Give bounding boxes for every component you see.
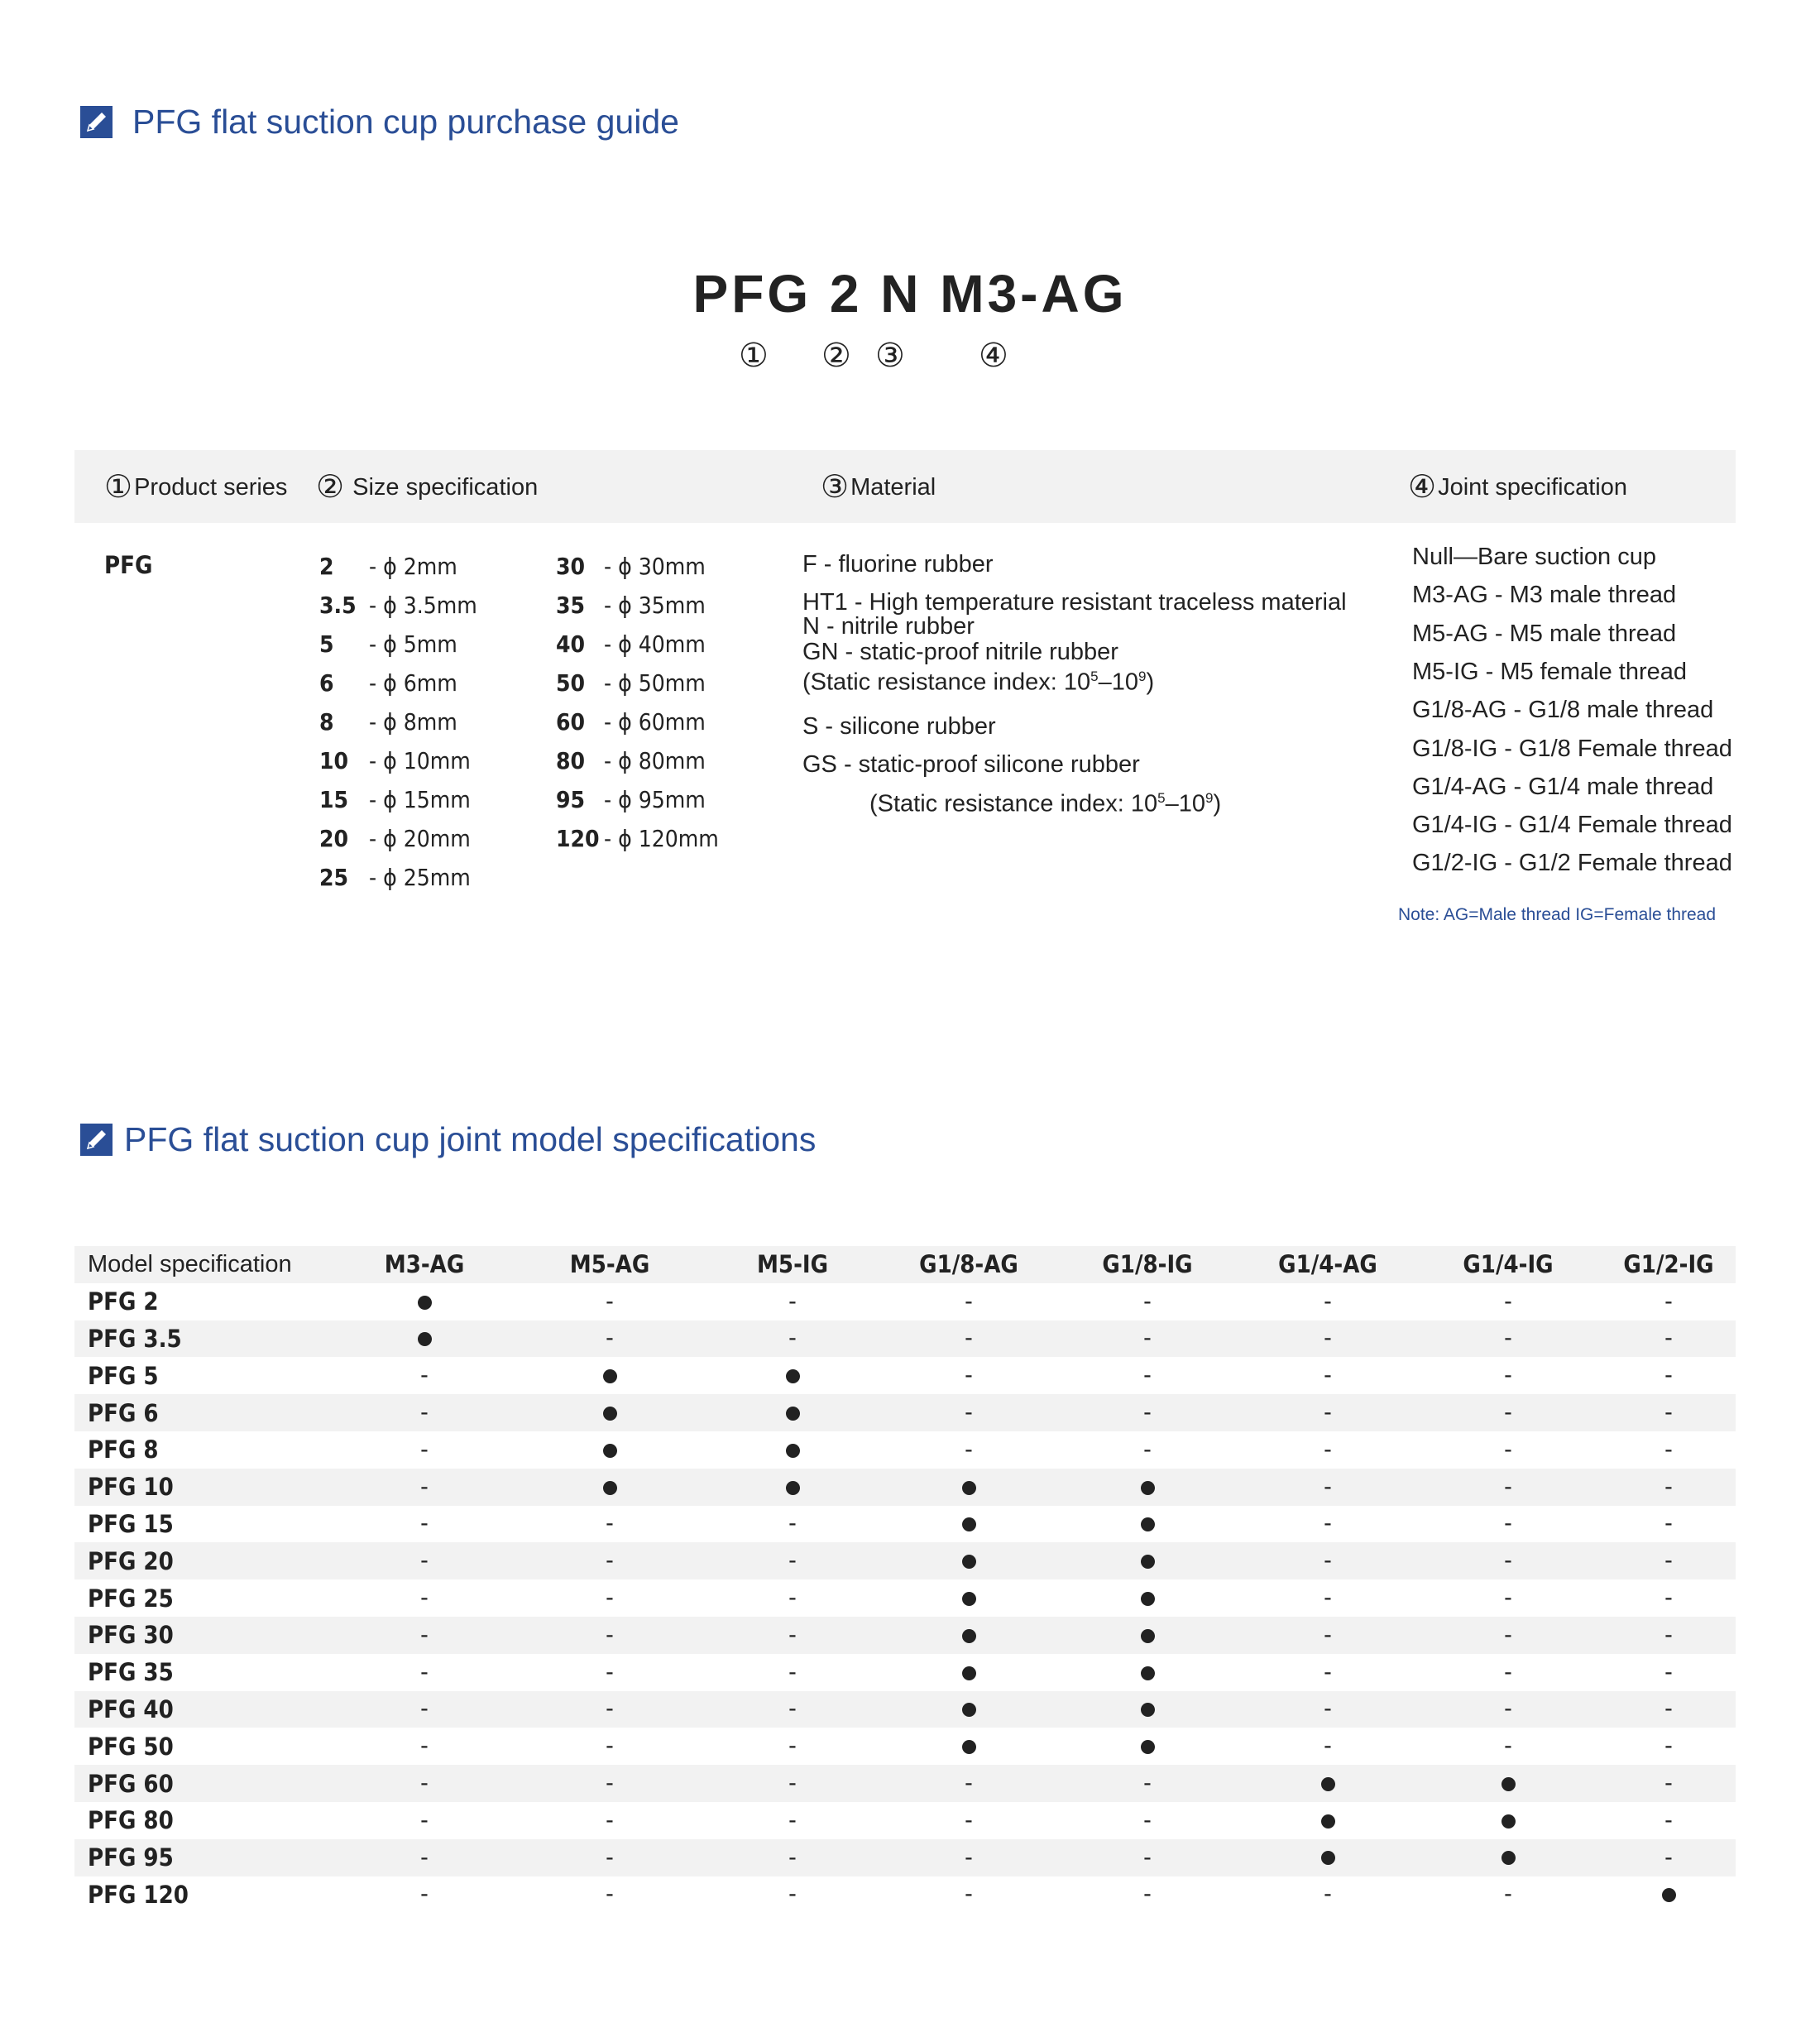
size-diameter: - ϕ 120mm xyxy=(604,825,719,852)
table-row xyxy=(74,1802,1736,1839)
unavailable-cell: - xyxy=(420,1362,429,1389)
available-cell xyxy=(1054,1579,1241,1617)
model-name: PFG 2 xyxy=(88,1287,159,1316)
joint-option: G1/4-IG - G1/4 Female thread xyxy=(1412,812,1732,839)
table-row xyxy=(74,1506,1736,1543)
size-number: 10 xyxy=(319,747,349,774)
joint-option: M5-IG - M5 female thread xyxy=(1412,658,1687,685)
joint-spec-table xyxy=(74,1246,1736,1913)
size-number: 40 xyxy=(556,630,586,658)
unavailable-cell: - xyxy=(788,1547,797,1574)
filled-dot-icon xyxy=(1502,1851,1516,1865)
size-diameter: - ϕ 40mm xyxy=(604,630,706,658)
available-cell xyxy=(1415,1765,1602,1802)
unavailable-cell: - xyxy=(788,1584,797,1612)
size-number: 6 xyxy=(319,669,334,697)
model-name: PFG 35 xyxy=(88,1658,174,1687)
filled-dot-icon xyxy=(962,1740,976,1754)
unavailable-cell: - xyxy=(1324,1547,1332,1574)
unavailable-cell: - xyxy=(420,1584,429,1612)
unavailable-cell: - xyxy=(788,1695,797,1723)
size-number: 60 xyxy=(556,708,586,736)
unavailable-cell: - xyxy=(1664,1806,1673,1833)
size-diameter: - ϕ 50mm xyxy=(604,669,706,697)
unavailable-cell: - xyxy=(420,1881,429,1908)
header-joint-specification: ④Joint specification xyxy=(1408,468,1627,505)
available-cell xyxy=(884,1654,1054,1691)
filled-dot-icon xyxy=(962,1592,976,1606)
unavailable-cell: - xyxy=(788,1806,797,1833)
unavailable-cell: - xyxy=(1324,1435,1332,1463)
table-row xyxy=(74,1431,1736,1469)
unavailable-cell: - xyxy=(788,1770,797,1797)
model-name: PFG 15 xyxy=(88,1509,174,1538)
table-row xyxy=(74,1765,1736,1802)
filled-dot-icon xyxy=(1141,1555,1155,1569)
joint-option: M5-AG - M5 male thread xyxy=(1412,620,1677,647)
available-cell xyxy=(518,1394,702,1431)
filled-dot-icon xyxy=(1141,1517,1155,1531)
unavailable-cell: - xyxy=(1143,1362,1152,1389)
material-gs: GS - static-proof silicone rubber xyxy=(802,751,1140,778)
unavailable-cell: - xyxy=(1664,1325,1673,1352)
size-number: 50 xyxy=(556,669,586,697)
unavailable-cell: - xyxy=(965,1287,973,1315)
unavailable-cell: - xyxy=(788,1733,797,1760)
filled-dot-icon xyxy=(962,1629,976,1643)
available-cell xyxy=(1054,1542,1241,1579)
unavailable-cell: - xyxy=(606,1881,614,1908)
unavailable-cell: - xyxy=(1504,1584,1512,1612)
model-name: PFG 80 xyxy=(88,1806,174,1835)
unavailable-cell: - xyxy=(606,1287,614,1315)
column-header: M3-AG xyxy=(384,1250,465,1279)
marker-1: ① xyxy=(739,337,769,375)
size-diameter: - ϕ 30mm xyxy=(604,553,706,580)
filled-dot-icon xyxy=(1321,1851,1335,1865)
material-ht1: HT1 - High temperature resistant traceless material xyxy=(802,589,1347,616)
column-header: M5-AG xyxy=(569,1250,650,1279)
unavailable-cell: - xyxy=(606,1510,614,1537)
unavailable-cell: - xyxy=(1664,1473,1673,1500)
unavailable-cell: - xyxy=(606,1325,614,1352)
model-name: PFG 120 xyxy=(88,1880,189,1909)
filled-dot-icon xyxy=(1662,1888,1676,1902)
filled-dot-icon xyxy=(1141,1481,1155,1495)
size-diameter: - ϕ 2mm xyxy=(369,553,457,580)
unavailable-cell: - xyxy=(965,1843,973,1871)
filled-dot-icon xyxy=(962,1517,976,1531)
column-header-model: Model specification xyxy=(88,1250,292,1277)
unavailable-cell: - xyxy=(1324,1325,1332,1352)
unavailable-cell: - xyxy=(420,1435,429,1463)
unavailable-cell: - xyxy=(965,1770,973,1797)
model-name: PFG 95 xyxy=(88,1843,174,1872)
size-number: 8 xyxy=(319,708,334,736)
unavailable-cell: - xyxy=(1324,1510,1332,1537)
unavailable-cell: - xyxy=(1504,1362,1512,1389)
unavailable-cell: - xyxy=(1664,1510,1673,1537)
unavailable-cell: - xyxy=(606,1621,614,1648)
size-number: 20 xyxy=(319,825,349,852)
filled-dot-icon xyxy=(418,1332,432,1346)
column-header: G1/8-AG xyxy=(919,1250,1018,1279)
available-cell xyxy=(702,1357,884,1394)
joint-option: M3-AG - M3 male thread xyxy=(1412,582,1677,609)
unavailable-cell: - xyxy=(1143,1325,1152,1352)
unavailable-cell: - xyxy=(1324,1287,1332,1315)
filled-dot-icon xyxy=(1141,1592,1155,1606)
size-diameter: - ϕ 20mm xyxy=(369,825,471,852)
filled-dot-icon xyxy=(1141,1666,1155,1680)
available-cell xyxy=(884,1728,1054,1765)
model-name: PFG 3.5 xyxy=(88,1324,182,1353)
table-row xyxy=(74,1394,1736,1431)
unavailable-cell: - xyxy=(1324,1658,1332,1685)
model-name: PFG 8 xyxy=(88,1435,159,1464)
filled-dot-icon xyxy=(1141,1629,1155,1643)
table-row xyxy=(74,1357,1736,1394)
available-cell xyxy=(1415,1839,1602,1876)
size-number: 120 xyxy=(556,825,600,852)
unavailable-cell: - xyxy=(1664,1621,1673,1648)
model-name: PFG 40 xyxy=(88,1694,174,1723)
unavailable-cell: - xyxy=(420,1399,429,1426)
unavailable-cell: - xyxy=(1143,1399,1152,1426)
size-number: 3.5 xyxy=(319,592,357,619)
model-name: PFG 6 xyxy=(88,1398,159,1427)
unavailable-cell: - xyxy=(1504,1547,1512,1574)
unavailable-cell: - xyxy=(1143,1843,1152,1871)
unavailable-cell: - xyxy=(420,1843,429,1871)
size-number: 15 xyxy=(319,786,349,813)
unavailable-cell: - xyxy=(420,1658,429,1685)
filled-dot-icon xyxy=(786,1444,800,1458)
unavailable-cell: - xyxy=(1143,1806,1152,1833)
ordering-code: PFG 2 N M3-AG xyxy=(692,264,1128,324)
available-cell xyxy=(518,1431,702,1469)
available-cell xyxy=(884,1469,1054,1506)
available-cell xyxy=(1054,1728,1241,1765)
available-cell xyxy=(1054,1506,1241,1543)
material-n: N - nitrile rubber xyxy=(802,613,975,640)
filled-dot-icon xyxy=(962,1666,976,1680)
filled-dot-icon xyxy=(1141,1740,1155,1754)
unavailable-cell: - xyxy=(1324,1733,1332,1760)
available-cell xyxy=(702,1394,884,1431)
available-cell xyxy=(1241,1839,1415,1876)
unavailable-cell: - xyxy=(1664,1770,1673,1797)
table-row xyxy=(74,1876,1736,1914)
model-name: PFG 5 xyxy=(88,1361,159,1390)
filled-dot-icon xyxy=(962,1555,976,1569)
material-gn: GN - static-proof nitrile rubber xyxy=(802,639,1118,665)
available-cell xyxy=(1241,1765,1415,1802)
section-title: PFG flat suction cup purchase guide xyxy=(132,103,679,141)
filled-dot-icon xyxy=(1141,1703,1155,1717)
unavailable-cell: - xyxy=(606,1806,614,1833)
available-cell xyxy=(1241,1802,1415,1839)
table-row xyxy=(74,1542,1736,1579)
unavailable-cell: - xyxy=(1664,1547,1673,1574)
available-cell xyxy=(702,1469,884,1506)
column-header: G1/4-AG xyxy=(1278,1250,1377,1279)
unavailable-cell: - xyxy=(965,1881,973,1908)
size-diameter: - ϕ 5mm xyxy=(369,630,457,658)
static-index-gn: (Static resistance index: $10^5-10^9$) xyxy=(802,669,1155,696)
unavailable-cell: - xyxy=(788,1843,797,1871)
unavailable-cell: - xyxy=(788,1287,797,1315)
filled-dot-icon xyxy=(1502,1777,1516,1791)
size-diameter: - ϕ 35mm xyxy=(604,592,706,619)
filled-dot-icon xyxy=(1321,1777,1335,1791)
filled-dot-icon xyxy=(418,1296,432,1310)
unavailable-cell: - xyxy=(1664,1399,1673,1426)
section-heading-joint-specifications xyxy=(80,1120,816,1159)
size-diameter: - ϕ 60mm xyxy=(604,708,706,736)
unavailable-cell: - xyxy=(606,1695,614,1723)
filled-dot-icon xyxy=(603,1369,617,1383)
available-cell xyxy=(1415,1802,1602,1839)
unavailable-cell: - xyxy=(965,1806,973,1833)
available-cell xyxy=(702,1431,884,1469)
available-cell xyxy=(884,1579,1054,1617)
pencil-icon xyxy=(80,106,113,138)
available-cell xyxy=(1602,1876,1736,1914)
unavailable-cell: - xyxy=(1143,1770,1152,1797)
model-name: PFG 25 xyxy=(88,1584,174,1613)
unavailable-cell: - xyxy=(606,1584,614,1612)
size-number: 2 xyxy=(319,553,334,580)
table-row xyxy=(74,1728,1736,1765)
unavailable-cell: - xyxy=(1504,1399,1512,1426)
joint-option: G1/4-AG - G1/4 male thread xyxy=(1412,773,1714,800)
unavailable-cell: - xyxy=(1504,1473,1512,1500)
available-cell xyxy=(1054,1654,1241,1691)
marker-3: ③ xyxy=(875,337,905,375)
filled-dot-icon xyxy=(962,1703,976,1717)
size-number: 80 xyxy=(556,747,586,774)
unavailable-cell: - xyxy=(1504,1658,1512,1685)
unavailable-cell: - xyxy=(420,1547,429,1574)
model-name: PFG 10 xyxy=(88,1473,174,1502)
header-material: ③Material xyxy=(821,468,936,505)
unavailable-cell: - xyxy=(1664,1843,1673,1871)
table-row xyxy=(74,1320,1736,1358)
static-index-gs: (Static resistance index: $10^5-10^9$) xyxy=(869,790,1222,817)
unavailable-cell: - xyxy=(1504,1510,1512,1537)
guide-header-band xyxy=(74,450,1736,523)
filled-dot-icon xyxy=(1321,1814,1335,1829)
size-number: 25 xyxy=(319,864,349,891)
material-s: S - silicone rubber xyxy=(802,713,996,740)
filled-dot-icon xyxy=(786,1369,800,1383)
size-list-left xyxy=(319,547,568,903)
size-diameter: - ϕ 10mm xyxy=(369,747,471,774)
unavailable-cell: - xyxy=(420,1695,429,1723)
unavailable-cell: - xyxy=(1324,1362,1332,1389)
material-f: F - fluorine rubber xyxy=(802,551,994,578)
available-cell xyxy=(331,1320,518,1358)
available-cell xyxy=(518,1469,702,1506)
marker-4: ④ xyxy=(979,337,1008,375)
available-cell xyxy=(518,1357,702,1394)
joint-option: G1/2-IG - G1/2 Female thread xyxy=(1412,850,1732,877)
unavailable-cell: - xyxy=(1143,1287,1152,1315)
size-list-right xyxy=(556,547,804,878)
unavailable-cell: - xyxy=(606,1547,614,1574)
unavailable-cell: - xyxy=(1504,1325,1512,1352)
unavailable-cell: - xyxy=(788,1881,797,1908)
unavailable-cell: - xyxy=(1504,1435,1512,1463)
filled-dot-icon xyxy=(603,1407,617,1421)
filled-dot-icon xyxy=(786,1481,800,1495)
column-header: G1/2-IG xyxy=(1623,1250,1714,1279)
unavailable-cell: - xyxy=(1504,1881,1512,1908)
available-cell xyxy=(1054,1469,1241,1506)
unavailable-cell: - xyxy=(1664,1435,1673,1463)
available-cell xyxy=(884,1617,1054,1654)
unavailable-cell: - xyxy=(1504,1287,1512,1315)
section-heading-purchase-guide xyxy=(80,103,679,141)
size-diameter: - ϕ 8mm xyxy=(369,708,457,736)
unavailable-cell: - xyxy=(788,1658,797,1685)
unavailable-cell: - xyxy=(606,1843,614,1871)
filled-dot-icon xyxy=(962,1481,976,1495)
unavailable-cell: - xyxy=(965,1362,973,1389)
unavailable-cell: - xyxy=(420,1770,429,1797)
table-row xyxy=(74,1839,1736,1876)
unavailable-cell: - xyxy=(1664,1584,1673,1612)
available-cell xyxy=(884,1691,1054,1728)
unavailable-cell: - xyxy=(420,1510,429,1537)
thread-note: Note: AG=Male thread IG=Female thread xyxy=(1398,905,1717,924)
series-value: PFG xyxy=(104,551,153,579)
unavailable-cell: - xyxy=(1664,1362,1673,1389)
filled-dot-icon xyxy=(786,1407,800,1421)
unavailable-cell: - xyxy=(1664,1658,1673,1685)
unavailable-cell: - xyxy=(965,1399,973,1426)
table-row xyxy=(74,1579,1736,1617)
unavailable-cell: - xyxy=(1324,1881,1332,1908)
model-name: PFG 20 xyxy=(88,1546,174,1575)
unavailable-cell: - xyxy=(1324,1399,1332,1426)
column-header: G1/4-IG xyxy=(1463,1250,1554,1279)
table-row xyxy=(74,1617,1736,1654)
unavailable-cell: - xyxy=(788,1325,797,1352)
size-diameter: - ϕ 80mm xyxy=(604,747,706,774)
unavailable-cell: - xyxy=(1324,1695,1332,1723)
model-name: PFG 60 xyxy=(88,1769,174,1798)
table-row xyxy=(74,1691,1736,1728)
unavailable-cell: - xyxy=(606,1733,614,1760)
unavailable-cell: - xyxy=(788,1510,797,1537)
table-row xyxy=(74,1283,1736,1320)
table-row xyxy=(74,1469,1736,1506)
unavailable-cell: - xyxy=(606,1658,614,1685)
unavailable-cell: - xyxy=(965,1325,973,1352)
size-diameter: - ϕ 95mm xyxy=(604,786,706,813)
unavailable-cell: - xyxy=(1504,1733,1512,1760)
table-header-row xyxy=(74,1246,1736,1283)
filled-dot-icon xyxy=(1502,1814,1516,1829)
size-diameter: - ϕ 3.5mm xyxy=(369,592,477,619)
size-number: 30 xyxy=(556,553,586,580)
unavailable-cell: - xyxy=(1664,1733,1673,1760)
pencil-icon xyxy=(80,1124,113,1156)
section-title: PFG flat suction cup joint model specifications xyxy=(124,1120,817,1158)
available-cell xyxy=(1054,1691,1241,1728)
unavailable-cell: - xyxy=(420,1621,429,1648)
filled-dot-icon xyxy=(603,1444,617,1458)
joint-option: Null—Bare suction cup xyxy=(1412,544,1656,570)
unavailable-cell: - xyxy=(606,1770,614,1797)
joint-option: G1/8-AG - G1/8 male thread xyxy=(1412,697,1714,724)
size-number: 5 xyxy=(319,630,334,658)
joint-option: G1/8-IG - G1/8 Female thread xyxy=(1412,735,1732,762)
column-header: G1/8-IG xyxy=(1102,1250,1193,1279)
unavailable-cell: - xyxy=(420,1806,429,1833)
unavailable-cell: - xyxy=(1504,1621,1512,1648)
unavailable-cell: - xyxy=(788,1621,797,1648)
unavailable-cell: - xyxy=(1143,1435,1152,1463)
available-cell xyxy=(884,1506,1054,1543)
available-cell xyxy=(331,1283,518,1320)
unavailable-cell: - xyxy=(1324,1584,1332,1612)
size-diameter: - ϕ 6mm xyxy=(369,669,457,697)
filled-dot-icon xyxy=(603,1481,617,1495)
header-size-specification: ② Size specification xyxy=(316,468,539,505)
unavailable-cell: - xyxy=(1324,1473,1332,1500)
unavailable-cell: - xyxy=(1664,1695,1673,1723)
unavailable-cell: - xyxy=(1324,1621,1332,1648)
size-diameter: - ϕ 15mm xyxy=(369,786,471,813)
model-name: PFG 30 xyxy=(88,1621,174,1650)
size-number: 95 xyxy=(556,786,586,813)
unavailable-cell: - xyxy=(965,1435,973,1463)
column-header: M5-IG xyxy=(756,1250,829,1279)
available-cell xyxy=(884,1542,1054,1579)
unavailable-cell: - xyxy=(420,1733,429,1760)
marker-2: ② xyxy=(821,337,851,375)
unavailable-cell: - xyxy=(420,1473,429,1500)
unavailable-cell: - xyxy=(1143,1881,1152,1908)
model-name: PFG 50 xyxy=(88,1732,174,1761)
available-cell xyxy=(1054,1617,1241,1654)
unavailable-cell: - xyxy=(1664,1287,1673,1315)
unavailable-cell: - xyxy=(1504,1695,1512,1723)
table-row xyxy=(74,1654,1736,1691)
size-diameter: - ϕ 25mm xyxy=(369,864,471,891)
header-product-series: ①Product series xyxy=(104,468,288,505)
size-number: 35 xyxy=(556,592,586,619)
